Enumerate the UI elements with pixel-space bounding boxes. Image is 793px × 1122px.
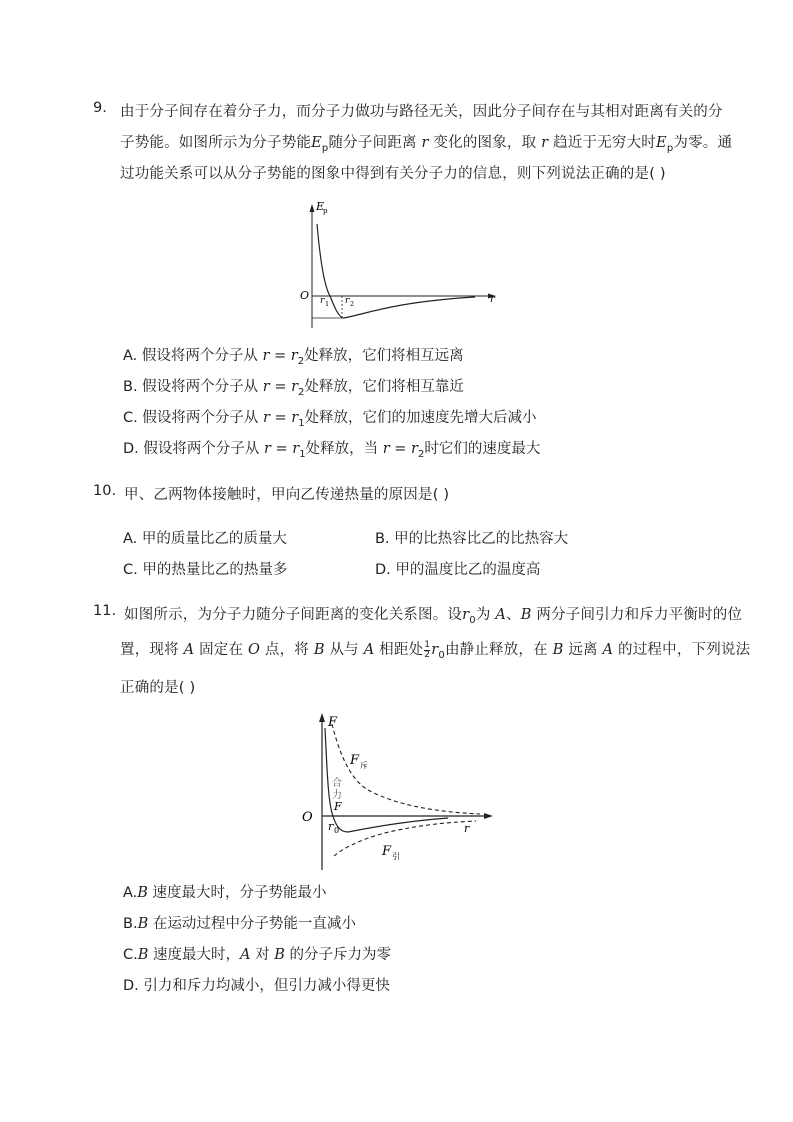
q9-option-a[interactable]: A. 假设将两个分子从 $r = r_2$处释放，它们将相互远离 <box>123 348 464 367</box>
q11-stem-line3: 正确的是( ) <box>120 680 196 696</box>
q9-r2-sub: 2 <box>350 300 355 308</box>
q9-x-label: r <box>490 294 495 305</box>
q10-number: 10. <box>93 483 117 499</box>
q9-y-label: E <box>316 200 325 213</box>
q11-net-label-2: 力 <box>332 790 342 801</box>
q11-option-d[interactable]: D. 引力和斥力均减小，但引力减小得更快 <box>123 978 390 994</box>
q11-origin-label: O <box>302 810 313 825</box>
q9-option-b[interactable]: B. 假设将两个分子从 $r = r_2$处释放，它们将相互靠近 <box>123 379 464 398</box>
q9-r1-label: r <box>320 296 325 306</box>
q10-option-a[interactable]: A. 甲的质量比乙的质量大 <box>123 531 287 547</box>
q11-fatt-label: F <box>382 844 392 859</box>
q9-stem-line1: 由于分子间存在着分子力，而分子力做功与路径无关，因此分子间存在与其相对距离有关的分 <box>120 104 723 120</box>
q9-origin-label: O <box>300 289 310 302</box>
q11-attraction-curve <box>334 821 476 856</box>
q11-fraction: $\frac{1}{2}$ <box>424 639 431 660</box>
q11-r0-sub: 0 <box>334 826 340 835</box>
q11-option-b[interactable]: B.B 在运动过程中分子势能一直减小 <box>123 916 356 932</box>
q11-fatt-sub: 引 <box>392 852 400 861</box>
q10-option-b[interactable]: B. 甲的比热容比乙的比热容大 <box>375 531 569 547</box>
q11-option-a[interactable]: A.B 速度最大时，分子势能最小 <box>123 885 327 901</box>
q11-x-label: r <box>464 822 470 835</box>
q11-net-label-1: 合 <box>332 778 342 789</box>
q9-option-c[interactable]: C. 假设将两个分子从 $r = r_1$处释放，它们的加速度先增大后减小 <box>123 410 537 429</box>
q11-force-graph <box>298 708 498 874</box>
q11-frep-label: F <box>350 753 360 768</box>
q9-ep-graph <box>300 198 510 334</box>
q9-option-d[interactable]: D. 假设将两个分子从 $r = r_1$处释放，当 $r = r_2$时它们的速度最大 <box>123 441 541 460</box>
q10-stem: 甲、乙两物体接触时，甲向乙传递热量的原因是( ) <box>124 487 450 503</box>
q9-r1-sub: 1 <box>325 300 330 308</box>
q9-r2-label: r <box>345 296 350 306</box>
q11-net-label-3: F <box>334 800 342 813</box>
q9-stem-line3: 过功能关系可以从分子势能的图象中得到有关分子力的信息，则下列说法正确的是( ) <box>120 166 666 182</box>
q9-stem-line2: 子势能。如图所示为分子势能$E_p$随分子间距离 r 变化的图象，取 r 趋近于无穷大时$E_p$为零。通 <box>120 135 733 154</box>
q10-option-d[interactable]: D. 甲的温度比乙的温度高 <box>375 562 541 578</box>
q11-x-arrow <box>484 813 493 819</box>
q11-r0-label: r <box>328 820 334 833</box>
q9-ep-curve <box>317 224 475 318</box>
q11-option-c[interactable]: C.B 速度最大时，A 对 B 的分子斥力为零 <box>123 947 391 963</box>
q9-y-sub: p <box>323 207 328 215</box>
q11-number: 11. <box>93 603 117 619</box>
q11-repulsion-curve <box>332 724 480 814</box>
q11-y-label: F <box>328 715 338 730</box>
q9-number: 9. <box>93 100 107 116</box>
q11-stem-line2: 置，现将 A 固定在 O 点，将 B 从与 A 相距处 $\frac{1}{2}$ $r_0$由静止释放，在 B 远离 A 的过程中，下列说法 <box>120 639 751 661</box>
q9-y-arrow <box>310 204 315 212</box>
q10-option-c[interactable]: C. 甲的热量比乙的热量多 <box>123 562 288 578</box>
q11-stem-line1: 如图所示，为分子力随分子间距离的变化关系图。设$r_0$为 A、B 两分子间引力和斥力平衡时的位 <box>124 607 743 626</box>
q11-y-arrow <box>319 713 325 722</box>
q11-frep-sub: 斥 <box>360 761 368 770</box>
